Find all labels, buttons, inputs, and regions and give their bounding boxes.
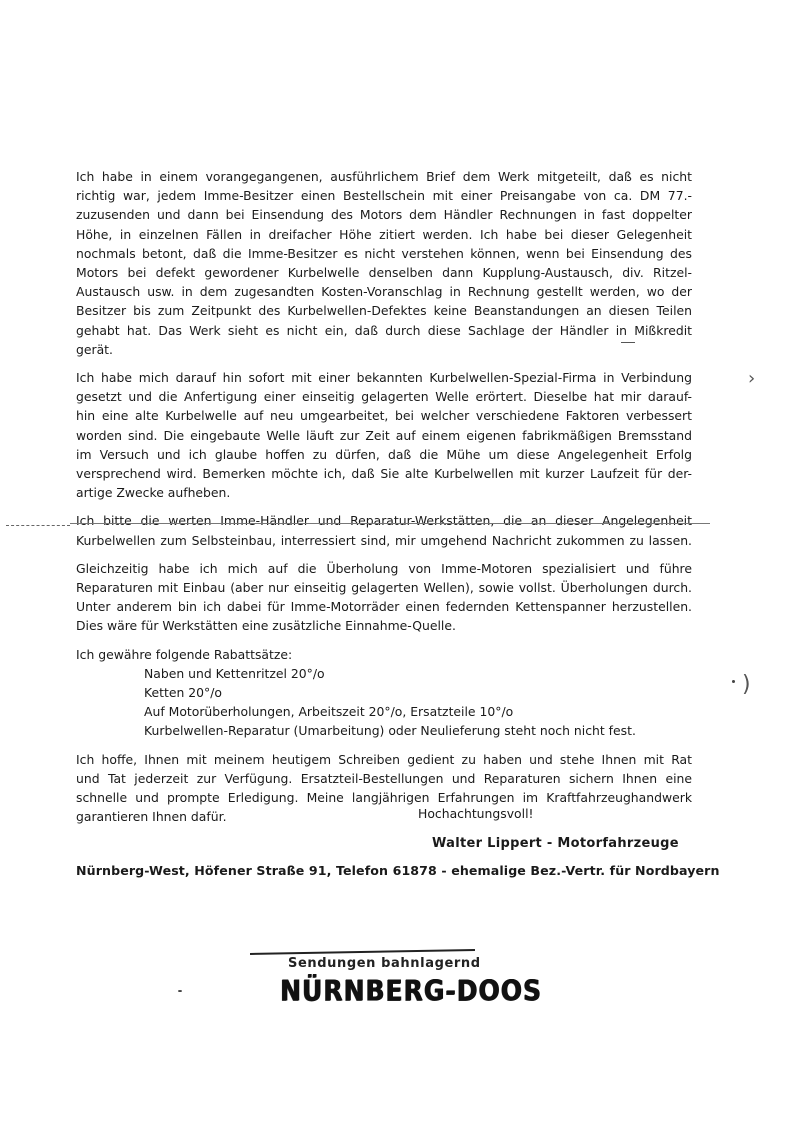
text-line: Unter anderem bin ich dabei für Imme-Motorräder einen federnden Kettenspanner herzustellen. bbox=[76, 599, 692, 615]
pencil-dash-mark bbox=[621, 342, 635, 343]
text-line: versprechend wird. Bemerken möchte ich, daß Sie alte Kurbelwellen mit kurzer Laufzeit für der- bbox=[76, 466, 692, 482]
text-line: zuzusenden und dann bei Einsendung des Motors dem Händler Rechnungen in fast doppelter bbox=[76, 207, 692, 223]
text-line: Reparaturen mit Einbau (aber nur einseitig gelagerten Wellen), sowie vollst. Überholungen durch. bbox=[76, 580, 692, 596]
margin-dot-mark bbox=[178, 990, 182, 992]
text-line: gehabt hat. Das Werk sieht es nicht ein, daß durch diese Sachlage der Händler in Mißkredit bbox=[76, 322, 692, 338]
text-line: schnelle und prompte Erledigung. Meine langjährigen Erfahrungen im Kraftfahrzeughandwerk bbox=[76, 790, 692, 806]
rabatt-item: Naben und Kettenritzel 20°/o bbox=[144, 665, 325, 681]
text-line: nochmals betont, daß die Imme-Besitzer es nicht verstehen können, wenn bei Einsendung des bbox=[76, 245, 692, 261]
strike-through-line bbox=[70, 523, 710, 524]
text-line: artige Zwecke aufheben. bbox=[76, 485, 231, 501]
text-line: richtig war, jedem Imme-Besitzer einen Bestellschein mit einer Preisangabe von ca. DM 77.- bbox=[76, 188, 692, 204]
text-line: Motors bei defekt gewordener Kurbelwelle denselben dann Kupplung-Austausch, div. Ritzel- bbox=[76, 265, 692, 281]
paragraph-final bbox=[76, 750, 692, 827]
rabatt-item: Auf Motorüberholungen, Arbeitszeit 20°/o, Ersatzteile 10°/o bbox=[144, 704, 514, 720]
text-line: Besitzer bis zum Zeitpunkt des Kurbelwellen-Defektes keine Beanstandungen an diesen Teilen bbox=[76, 303, 692, 319]
text-line: Ich habe mich darauf hin sofort mit einer bekannten Kurbelwellen-Spezial-Firma in Verbindung bbox=[76, 370, 692, 386]
paragraph-1 bbox=[76, 167, 692, 359]
text-line: Dies wäre für Werkstätten eine zusätzliche Einnahme-Quelle. bbox=[76, 618, 456, 634]
rabatt-item: Ketten 20°/o bbox=[144, 685, 222, 701]
stamp-main-text: NÜRNBERG-DOOS bbox=[280, 974, 542, 1008]
text-line: hin eine alte Kurbelwelle auf neu umgearbeitet, bei welcher verschiedene Faktoren verbessert bbox=[76, 408, 692, 424]
margin-bracket-mark: › bbox=[748, 368, 756, 389]
paragraph-3 bbox=[76, 511, 692, 549]
rabatt-item: Kurbelwellen-Reparatur (Umarbeitung) oder Neulieferung steht noch nicht fest. bbox=[144, 723, 636, 739]
text-line: worden sind. Die eingebaute Welle läuft zur Zeit auf einem eigenen fabrikmäßigen Bremsstand bbox=[76, 427, 692, 443]
stamp-rule bbox=[250, 949, 475, 955]
text-line: Gleichzeitig habe ich mich auf die Überholung von Imme-Motoren spezialisiert und führe bbox=[76, 560, 692, 576]
text-line: garantieren Ihnen dafür. bbox=[76, 809, 227, 825]
margin-paren-mark: ) bbox=[742, 672, 751, 697]
text-line: Kurbelwellen zum Selbsteinbau, interressiert sind, mir umgehend Nachricht zukommen zu lassen. bbox=[76, 532, 692, 548]
closing-greeting: Hochachtungsvoll! bbox=[418, 806, 534, 821]
signature-company: Walter Lippert - Motorfahrzeuge bbox=[432, 836, 679, 851]
paragraph-2 bbox=[76, 368, 692, 502]
paragraph-4 bbox=[76, 559, 692, 636]
address-line: Nürnberg-West, Höfener Straße 91, Telefon 61878 - ehemalige Bez.-Vertr. für Nordbayern bbox=[76, 863, 720, 878]
text-line: Austausch usw. in dem zugesandten Kosten-Voranschlag in Rechnung gestellt werden, wo der bbox=[76, 284, 692, 300]
text-line: gerät. bbox=[76, 341, 113, 357]
rabatt-list bbox=[76, 664, 692, 741]
rabatt-intro: Ich gewähre folgende Rabattsätze: bbox=[76, 646, 293, 662]
text-line: Höhe, in einzelnen Fällen in dreifacher Höhe zitiert werden. Ich habe bei dieser Gelegenheit bbox=[76, 226, 692, 242]
text-line: Ich hoffe, Ihnen mit meinem heutigem Schreiben gedient zu haben und stehe Ihnen mit Rat bbox=[76, 751, 692, 767]
letter-body bbox=[76, 167, 692, 836]
stamp-top-text: Sendungen bahnlagernd bbox=[288, 956, 481, 971]
text-line: Ich habe in einem vorangegangenen, ausführlichem Brief dem Werk mitgeteilt, daß es nicht bbox=[76, 169, 692, 184]
text-line: Ich bitte die werten Imme-Händler und Reparatur-Werkstätten, die an dieser Angelegenheit bbox=[76, 513, 692, 529]
margin-dash-mark bbox=[6, 525, 70, 526]
margin-dot-mark bbox=[732, 680, 735, 683]
text-line: im Versuch und ich glaube hoffen zu dürfen, daß die Mühe um diese Angelegenheit Erfolg bbox=[76, 446, 692, 462]
text-line: gesetzt und die Anfertigung einer einseitig gelagerten Welle erörtert. Dieselbe hat mir darauf- bbox=[76, 389, 692, 405]
text-line: und Tat jederzeit zur Verfügung. Ersatzteil-Bestellungen und Reparaturen sichern Ihnen eine bbox=[76, 770, 692, 786]
